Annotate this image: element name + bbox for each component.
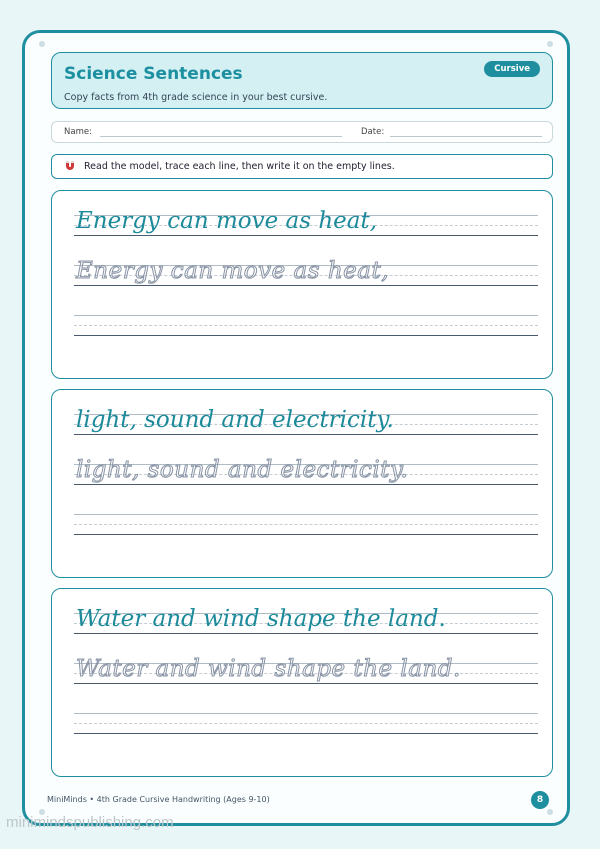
write-top-line[interactable] [74,713,538,714]
practice-card [51,190,553,379]
write-top-line[interactable] [74,514,538,515]
write-top-line[interactable] [74,315,538,316]
trace-sentence: light, sound and electricity. [76,457,409,483]
trace-sentence: Water and wind shape the land. [76,656,461,682]
guide-base-line [74,285,538,286]
model-sentence: Water and wind shape the land. [76,606,446,632]
instruction-text: Read the model, trace each line, then write it on the empty lines. [84,161,395,172]
magnet-icon [64,160,76,172]
worksheet-header [51,52,553,109]
write-mid-line[interactable] [74,524,538,525]
practice-card [51,389,553,578]
write-base-line[interactable] [74,733,538,734]
watermark: minimindspublishing.com [6,814,174,831]
write-base-line[interactable] [74,335,538,336]
model-sentence: Energy can move as heat, [76,208,378,234]
name-line[interactable] [100,136,342,137]
date-line[interactable] [390,136,542,137]
guide-base-line [74,434,538,435]
page-title: Science Sentences [64,64,243,84]
name-label: Name: [64,127,92,137]
practice-card [51,588,553,777]
page-number: 8 [531,791,549,809]
name-date-bar [51,121,553,143]
write-base-line[interactable] [74,534,538,535]
trace-sentence: Energy can move as heat, [76,258,390,284]
write-mid-line[interactable] [74,325,538,326]
footer-text: MiniMinds • 4th Grade Cursive Handwriting (Ages 9-10) [47,795,270,804]
guide-base-line [74,235,538,236]
page-subtitle: Copy facts from 4th grade science in your best cursive. [64,92,328,103]
date-label: Date: [361,127,385,137]
guide-base-line [74,683,538,684]
corner-dot [547,809,553,815]
model-sentence: light, sound and electricity. [76,407,394,433]
corner-dot [39,41,45,47]
instruction-bar [51,154,553,179]
guide-base-line [74,633,538,634]
corner-dot [547,41,553,47]
worksheet-page [22,30,570,826]
cursive-badge: Cursive [484,61,540,77]
write-mid-line[interactable] [74,723,538,724]
guide-base-line [74,484,538,485]
